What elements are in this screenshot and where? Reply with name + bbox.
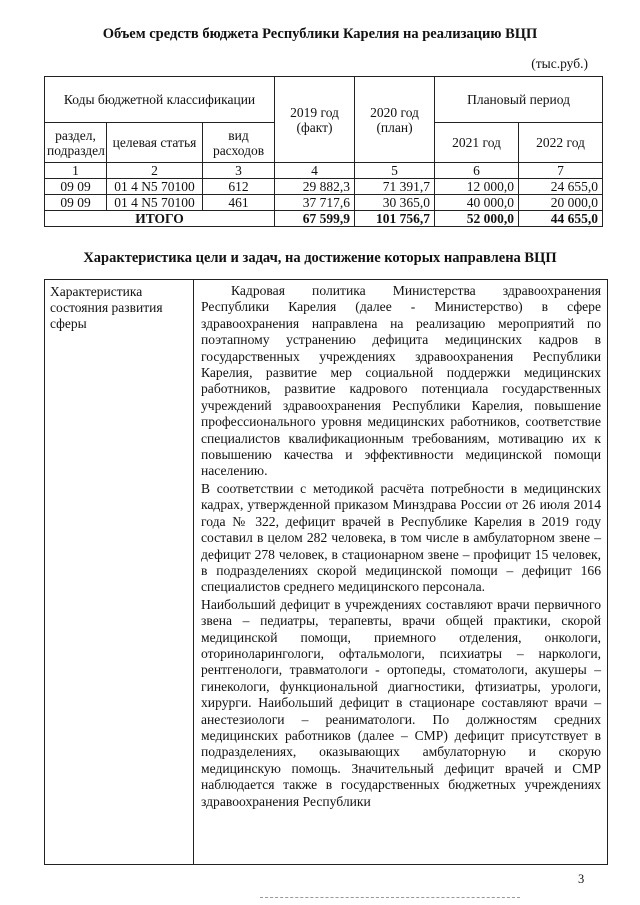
cell-razdel: 09 09 <box>45 179 107 195</box>
cell-2019: 37 717,6 <box>275 195 355 211</box>
column-number-row <box>45 163 603 179</box>
total-2019: 67 599,9 <box>275 211 355 227</box>
total-row <box>45 211 603 227</box>
cell-2020: 71 391,7 <box>355 179 435 195</box>
cell-statya: 01 4 N5 70100 <box>107 179 203 195</box>
cell-vid: 612 <box>203 179 275 195</box>
paragraph: В соответствии с методикой расчёта потребности в медицинских кадрах, утвержденной приказом Минздрава России от 26 июля 2014 года № 322, дефицит врачей в Республике Карелия в 2019 году составил в целом 282 человека, в том числе в амбулаторном звене – дефицит 278 человек, в стационарном звене – профицит 15 человек, в подразделениях скорой медицинской помощи – дефицит 166 специалистов среднего медицинского персонала. <box>201 480 601 595</box>
table-row <box>45 195 603 211</box>
section-text <box>195 280 607 864</box>
total-2020: 101 756,7 <box>355 211 435 227</box>
total-2022: 44 655,0 <box>519 211 603 227</box>
cell-razdel: 09 09 <box>45 195 107 211</box>
unit-label: (тыс.руб.) <box>531 56 588 71</box>
characteristics-table <box>44 279 608 865</box>
cell-2022: 20 000,0 <box>519 195 603 211</box>
paragraph: Наибольший дефицит в учреждениях составляют врачи первичного звена – педиатры, терапевты, врачи общей практики, скорой медицинской помощи, приемного отделения, онкологи, оториноларингологи, офтальмологи, психиатры – наркологи, рентгенологи, травматологи - ортопеды, стоматологи, акушеры – гинекологи, функциональной диагностики, фтизиатры, урологи, хирурги. Наибольший дефицит в стационаре составляют врачи – анестезиологи – реаниматологи. По должностям средних медицинских работников (далее – СМР) дефицит присутствует в подразделениях, оказывающих амбулаторную и скорую медицинскую помощь. Значительный дефицит врачей и СМР наблюдается также в государственных бюджетных учреждениях здравоохранения Республики <box>201 596 601 809</box>
total-2021: 52 000,0 <box>435 211 519 227</box>
header-vid: вид расходов <box>203 123 275 163</box>
footer-divider <box>260 897 520 898</box>
header-statya: целевая статья <box>107 123 203 163</box>
header-razdel: раздел, подраздел <box>45 123 107 163</box>
paragraph: Кадровая политика Министерства здравоохранения Республики Карелия (далее - Министерство) в сфере здравоохранения направлена на реализацию мероприятий по поэтапному устранению дефицита медицинских кадров в государственных учреждениях здравоохранения Республики Карелия, развитие мер социальной поддержки медицинских работников, развитие кадрового потенциала государственных учреждений здравоохранения Республики Карелия, повышение профессионального уровня медицинских работников, соответствие специалистов квалификационным требованиям, мотивацию их к повышению качества и эффективности медицинской помощи населению. <box>201 283 601 479</box>
header-2020: 2020 год (план) <box>355 77 435 163</box>
table-row <box>45 179 603 195</box>
header-2022: 2022 год <box>519 123 603 163</box>
section-label: Характеристика состояния развития сферы <box>45 280 194 864</box>
page-number: 3 <box>578 872 585 886</box>
col-num: 1 <box>45 163 107 179</box>
budget-table <box>44 76 603 227</box>
cell-2021: 40 000,0 <box>435 195 519 211</box>
col-num: 3 <box>203 163 275 179</box>
col-num: 7 <box>519 163 603 179</box>
cell-2022: 24 655,0 <box>519 179 603 195</box>
cell-vid: 461 <box>203 195 275 211</box>
goals-heading: Характеристика цели и задач, на достижение которых направлена ВЦП <box>83 250 557 266</box>
total-label: ИТОГО <box>45 211 275 227</box>
col-num: 2 <box>107 163 203 179</box>
col-num: 4 <box>275 163 355 179</box>
header-plan-period: Плановый период <box>435 77 603 123</box>
col-num: 5 <box>355 163 435 179</box>
header-codes: Коды бюджетной классификации <box>45 77 275 123</box>
header-2021: 2021 год <box>435 123 519 163</box>
cell-2019: 29 882,3 <box>275 179 355 195</box>
col-num: 6 <box>435 163 519 179</box>
cell-2021: 12 000,0 <box>435 179 519 195</box>
header-2019: 2019 год (факт) <box>275 77 355 163</box>
cell-2020: 30 365,0 <box>355 195 435 211</box>
budget-heading: Объем средств бюджета Республики Карелия на реализацию ВЦП <box>102 26 538 42</box>
cell-statya: 01 4 N5 70100 <box>107 195 203 211</box>
